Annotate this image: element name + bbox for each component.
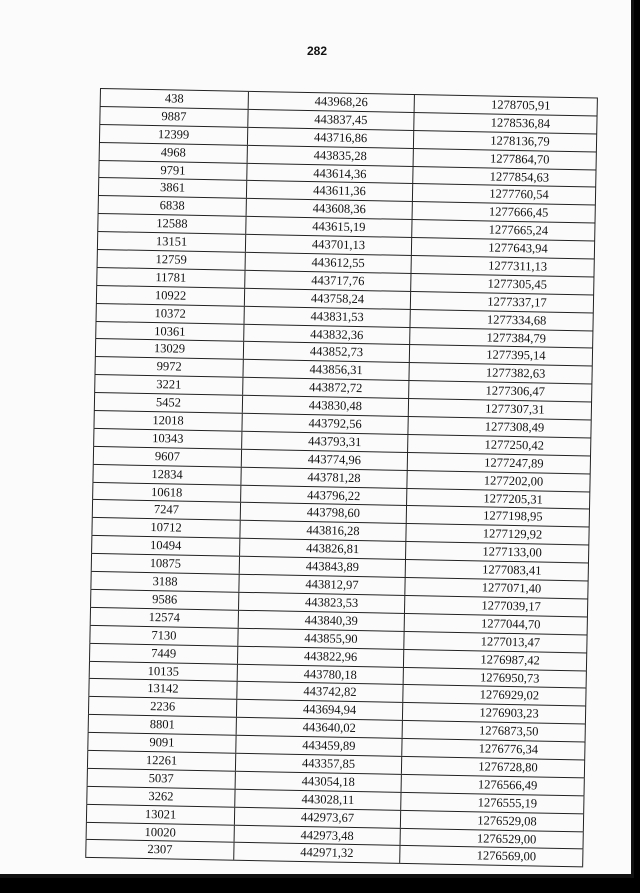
point-id-cell: 7449 (89, 644, 237, 664)
point-id-cell: 12588 (97, 214, 245, 234)
x-coordinate-cell: 443774,96 (241, 450, 407, 470)
y-coordinate-cell: 1277071,40 (404, 578, 588, 598)
x-coordinate-cell: 442973,48 (234, 825, 400, 845)
y-coordinate-cell: 1276529,08 (400, 811, 584, 831)
x-coordinate-cell: 443812,97 (238, 575, 404, 595)
x-coordinate-cell: 443837,45 (247, 110, 413, 130)
point-id-cell: 13021 (86, 804, 234, 824)
point-id-cell: 12759 (97, 250, 245, 270)
point-id-cell: 7130 (89, 626, 237, 646)
y-coordinate-cell: 1277202,00 (406, 471, 590, 491)
y-coordinate-cell: 1278136,79 (413, 131, 597, 151)
point-id-cell: 9586 (90, 590, 238, 610)
y-coordinate-cell: 1276569,00 (399, 846, 583, 866)
y-coordinate-cell: 1276873,50 (402, 721, 586, 741)
y-coordinate-cell: 1276566,49 (401, 775, 585, 795)
x-coordinate-cell: 443816,28 (239, 521, 405, 541)
x-coordinate-cell: 443608,36 (246, 199, 412, 219)
y-coordinate-cell: 1276987,42 (403, 650, 587, 670)
point-id-cell: 12261 (87, 751, 235, 771)
x-coordinate-cell: 443843,89 (239, 557, 405, 577)
y-coordinate-cell: 1277864,70 (413, 149, 597, 169)
point-id-cell: 2307 (85, 840, 233, 860)
point-id-cell: 10875 (91, 554, 239, 574)
x-coordinate-cell: 442973,67 (234, 807, 400, 827)
y-coordinate-cell: 1277198,95 (406, 506, 590, 526)
x-coordinate-cell: 443856,31 (242, 360, 408, 380)
x-coordinate-cell: 443823,53 (238, 593, 404, 613)
x-coordinate-cell: 443614,36 (246, 163, 412, 183)
point-id-cell: 6838 (98, 196, 246, 216)
y-coordinate-cell: 1276555,19 (400, 793, 584, 813)
y-coordinate-cell: 1277305,45 (410, 274, 594, 294)
y-coordinate-cell: 1277337,17 (410, 292, 594, 312)
point-id-cell: 11781 (96, 268, 244, 288)
point-id-cell: 10618 (92, 483, 240, 503)
y-coordinate-cell: 1276728,80 (401, 757, 585, 777)
x-coordinate-cell: 443758,24 (244, 289, 410, 309)
x-coordinate-cell: 443612,55 (245, 253, 411, 273)
y-coordinate-cell: 1277760,54 (412, 184, 596, 204)
x-coordinate-cell: 443717,76 (244, 271, 410, 291)
y-coordinate-cell: 1277044,70 (404, 614, 588, 634)
point-id-cell: 12834 (92, 465, 240, 485)
y-coordinate-cell: 1277133,00 (405, 542, 589, 562)
point-id-cell: 3188 (90, 572, 238, 592)
x-coordinate-cell: 443830,48 (242, 396, 408, 416)
point-id-cell: 9607 (93, 447, 241, 467)
y-coordinate-cell: 1277306,47 (408, 381, 592, 401)
point-id-cell: 13029 (95, 339, 243, 359)
y-coordinate-cell: 1277643,94 (411, 238, 595, 258)
y-coordinate-cell: 1277013,47 (403, 632, 587, 652)
point-id-cell: 9091 (87, 733, 235, 753)
y-coordinate-cell: 1276929,02 (402, 685, 586, 705)
y-coordinate-cell: 1277665,24 (411, 220, 595, 240)
y-coordinate-cell: 1277666,45 (412, 202, 596, 222)
x-coordinate-cell: 443835,28 (247, 146, 413, 166)
y-coordinate-cell: 1277250,42 (407, 435, 591, 455)
y-coordinate-cell: 1278536,84 (413, 113, 597, 133)
x-coordinate-cell: 443701,13 (245, 235, 411, 255)
point-id-cell: 2236 (88, 697, 236, 717)
x-coordinate-cell: 443872,72 (242, 378, 408, 398)
point-id-cell: 3262 (86, 787, 234, 807)
y-coordinate-cell: 1277382,63 (408, 363, 592, 383)
y-coordinate-cell: 1277307,31 (408, 399, 592, 419)
x-coordinate-cell: 443831,53 (244, 306, 410, 326)
x-coordinate-cell: 443716,86 (247, 128, 413, 148)
y-coordinate-cell: 1276903,23 (402, 703, 586, 723)
x-coordinate-cell: 443742,82 (236, 682, 402, 702)
x-coordinate-cell: 443855,90 (237, 628, 403, 648)
point-id-cell: 9972 (95, 357, 243, 377)
y-coordinate-cell: 1278705,91 (414, 95, 598, 115)
point-id-cell: 13142 (88, 679, 236, 699)
x-coordinate-cell: 443798,60 (240, 503, 406, 523)
point-id-cell: 7247 (92, 500, 240, 520)
point-id-cell: 9791 (98, 161, 246, 181)
point-id-cell: 8801 (88, 715, 236, 735)
point-id-cell: 10343 (93, 429, 241, 449)
y-coordinate-cell: 1277308,49 (407, 417, 591, 437)
y-coordinate-cell: 1277384,79 (409, 328, 593, 348)
x-coordinate-cell: 443968,26 (248, 92, 414, 112)
point-id-cell: 4968 (99, 143, 247, 163)
y-coordinate-cell: 1277247,89 (407, 453, 591, 473)
point-id-cell: 10020 (86, 822, 234, 842)
point-id-cell: 10135 (89, 661, 237, 681)
point-id-cell: 10372 (96, 304, 244, 324)
y-coordinate-cell: 1277334,68 (409, 310, 593, 330)
y-coordinate-cell: 1277395,14 (409, 345, 593, 365)
x-coordinate-cell: 443840,39 (238, 611, 404, 631)
point-id-cell: 10361 (95, 322, 243, 342)
y-coordinate-cell: 1277854,63 (412, 167, 596, 187)
x-coordinate-cell: 443852,73 (243, 342, 409, 362)
point-id-cell: 13151 (97, 232, 245, 252)
x-coordinate-cell: 443780,18 (237, 664, 403, 684)
coordinates-table (85, 88, 598, 868)
x-coordinate-cell: 443611,36 (246, 181, 412, 201)
point-id-cell: 5452 (94, 393, 242, 413)
point-id-cell: 12018 (93, 411, 241, 431)
page-number: 282 (306, 44, 328, 58)
point-id-cell: 438 (100, 89, 248, 109)
point-id-cell: 12574 (90, 608, 238, 628)
point-id-cell: 3221 (94, 375, 242, 395)
x-coordinate-cell: 443640,02 (236, 718, 402, 738)
y-coordinate-cell: 1277083,41 (405, 560, 589, 580)
y-coordinate-cell: 1277205,31 (406, 489, 590, 509)
y-coordinate-cell: 1277129,92 (405, 524, 589, 544)
y-coordinate-cell: 1276529,00 (400, 828, 584, 848)
point-id-cell: 10712 (91, 518, 239, 538)
y-coordinate-cell: 1277039,17 (404, 596, 588, 616)
point-id-cell: 9887 (99, 107, 247, 127)
point-id-cell: 3861 (98, 178, 246, 198)
point-id-cell: 5037 (87, 769, 235, 789)
y-coordinate-cell: 1276950,73 (403, 667, 587, 687)
x-coordinate-cell: 443822,96 (237, 646, 403, 666)
x-coordinate-cell: 443615,19 (245, 217, 411, 237)
point-id-cell: 12399 (99, 125, 247, 145)
x-coordinate-cell: 443781,28 (240, 467, 406, 487)
x-coordinate-cell: 443826,81 (239, 539, 405, 559)
point-id-cell: 10494 (91, 536, 239, 556)
x-coordinate-cell: 443792,56 (241, 414, 407, 434)
y-coordinate-cell: 1277311,13 (411, 256, 595, 276)
x-coordinate-cell: 443459,89 (235, 736, 401, 756)
x-coordinate-cell: 442971,32 (233, 843, 399, 863)
point-id-cell: 10922 (96, 286, 244, 306)
x-coordinate-cell: 443054,18 (235, 772, 401, 792)
x-coordinate-cell: 443832,36 (243, 324, 409, 344)
x-coordinate-cell: 443694,94 (236, 700, 402, 720)
x-coordinate-cell: 443357,85 (235, 754, 401, 774)
y-coordinate-cell: 1276776,34 (401, 739, 585, 759)
x-coordinate-cell: 443796,22 (240, 485, 406, 505)
x-coordinate-cell: 443028,11 (234, 789, 400, 809)
x-coordinate-cell: 443793,31 (241, 432, 407, 452)
